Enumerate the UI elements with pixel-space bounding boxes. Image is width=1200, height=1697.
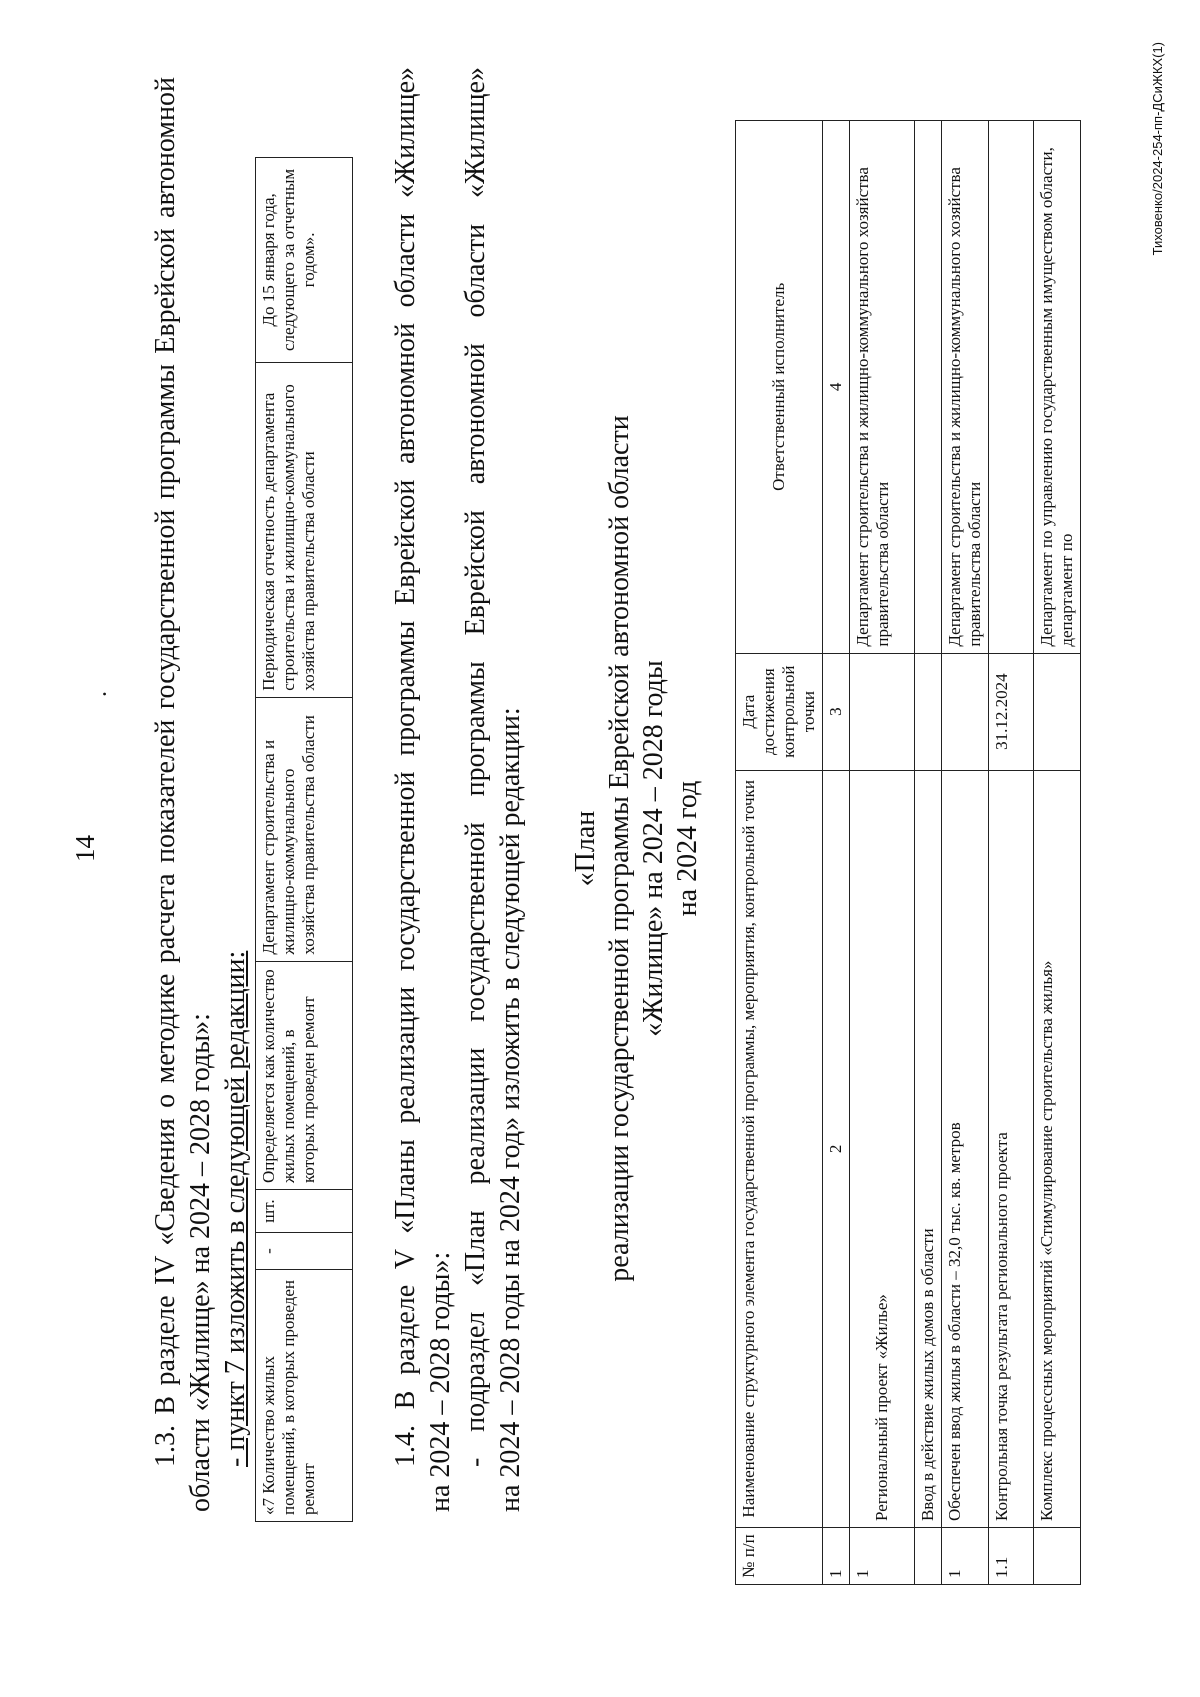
row-name: Региональный проект «Жилье» [850, 770, 915, 1527]
header-num: № п/п [736, 1528, 823, 1585]
row-date [942, 653, 989, 770]
row-num: 1 [942, 1528, 989, 1585]
row-date [850, 653, 915, 770]
plan-header-numbers-row [823, 121, 850, 1585]
row-responsible: Департамент строительства и жилищно-коммунального хозяйства правительства области [850, 121, 915, 654]
plan-heading-line4: на 2024 год [672, 780, 703, 917]
indicator-row [256, 158, 353, 1522]
table-row [1034, 121, 1081, 1585]
row-num: 1 [850, 1528, 915, 1585]
row-num [915, 1528, 942, 1585]
header-date: Дата достижения контрольной точки [736, 653, 823, 770]
row-date: 31.12.2024 [989, 653, 1034, 770]
stray-mark: . [86, 691, 112, 697]
indicator-name: «7 Количество жилых помещений, в которых проведен ремонт [256, 1269, 353, 1521]
indicator-source: Периодическая отчетность департамента строительства и жилищно-коммунального хозяйства правительства области [256, 362, 353, 697]
row-responsible: Департамент по управлению государственным имуществом области, департамент по [1034, 121, 1081, 654]
plan-header-row [736, 121, 823, 1585]
section-1-3-line2: области «Жилище» на 2024 – 2028 годы»: [185, 1013, 216, 1512]
indicator-table [255, 157, 353, 1522]
section-1-4-line2: на 2024 – 2028 годы»: [425, 1251, 456, 1512]
indicator-method: Определяется как количество жилых помещений, в которых проведен ремонт [256, 961, 353, 1189]
row-num [1034, 1528, 1081, 1585]
header-number-3: 3 [823, 653, 850, 770]
row-name: Ввод в действие жилых домов в области [915, 770, 942, 1527]
header-responsible: Ответственный исполнитель [736, 121, 823, 654]
plan-table [735, 120, 1081, 1585]
section-1-4-line1: 1.4. В разделе V «Планы реализации государственной программы Еврейской автономной области «Жилище» [390, 67, 421, 1467]
indicator-unit: шт. [256, 1190, 353, 1233]
row-responsible: Департамент строительства и жилищно-коммунального хозяйства правительства области [942, 121, 989, 654]
table-row [915, 121, 942, 1585]
section-1-4-line3: - подраздел «План реализации государственной программы Еврейской автономной области «Жилище» [460, 67, 491, 1467]
row-name: Обеспечен ввод жилья в области – 32,0 тыс. кв. метров [942, 770, 989, 1527]
footer-document-code: Тиховенко/2024-254-пп-ДСиЖКХ(1) [1150, 42, 1165, 256]
header-number-1: 1 [823, 1528, 850, 1585]
table-row [850, 121, 915, 1585]
row-name: Комплекс процессных мероприятий «Стимулирование строительства жилья» [1034, 770, 1081, 1527]
table-row [989, 121, 1034, 1585]
row-num: 1.1 [989, 1528, 1034, 1585]
row-name: Контрольная точка результата регионального проекта [989, 770, 1034, 1527]
section-1-3-line1: 1.3. В разделе IV «Сведения о методике расчета показателей государственной программы Еврейской автономной [150, 77, 181, 1467]
header-number-4: 4 [823, 121, 850, 654]
plan-heading-line2: реализации государственной программы Еврейской автономной области [604, 415, 635, 1282]
row-date [915, 653, 942, 770]
section-1-4-line4: на 2024 – 2028 годы на 2024 год» изложить в следующей редакции: [495, 707, 526, 1512]
plan-heading-line1: «План [570, 810, 601, 887]
page-number: 14 [70, 835, 100, 862]
indicator-base: - [256, 1233, 353, 1270]
section-1-3-line3: - пункт 7 изложить в следующей редакции: [220, 950, 251, 1467]
header-name: Наименование структурного элемента государственной программы, мероприятия, контрольной точки [736, 770, 823, 1527]
table-row [942, 121, 989, 1585]
row-responsible [989, 121, 1034, 654]
header-number-2: 2 [823, 770, 850, 1527]
row-responsible [915, 121, 942, 654]
indicator-responsible: Департамент строительства и жилищно-коммунального хозяйства правительства области [256, 697, 353, 961]
plan-heading-line3: «Жилище» на 2024 – 2028 годы [638, 660, 669, 1037]
row-date [1034, 653, 1081, 770]
indicator-deadline: До 15 января года, следующего за отчетным годом». [256, 158, 353, 363]
